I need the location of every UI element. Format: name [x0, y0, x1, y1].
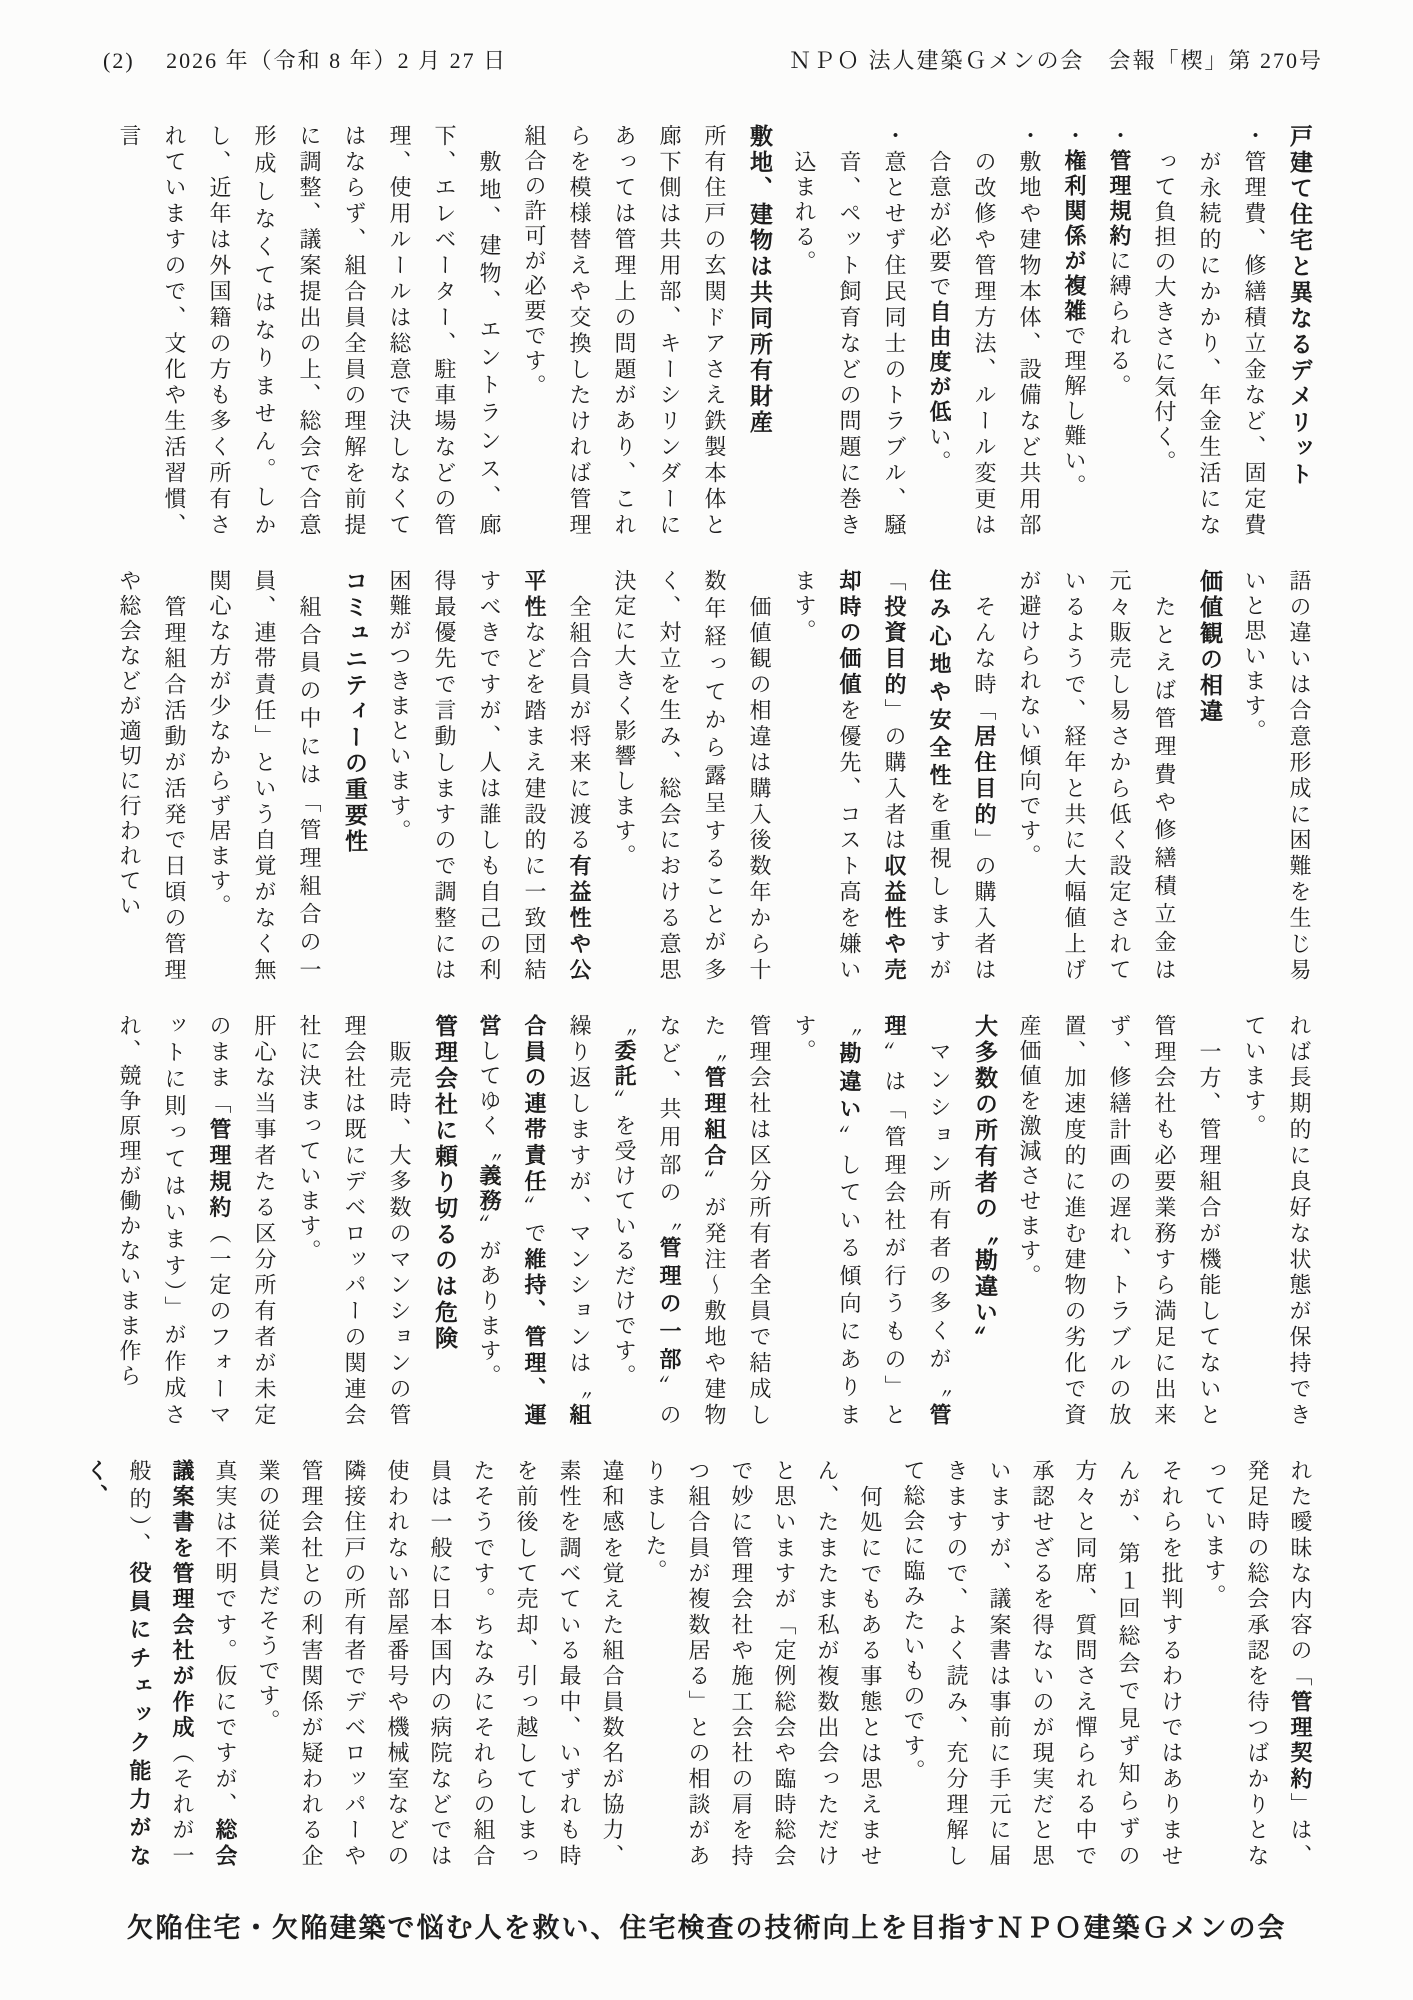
text-segment: 勘違い	[837, 1041, 862, 1126]
paragraph	[107, 1014, 287, 1428]
text-segment: 〟は「管理会社が行うもの」と〝	[837, 1014, 907, 1429]
text-segment: で理解し難い。	[1062, 324, 1087, 499]
paragraph	[1097, 124, 1142, 538]
text-segment: 組合員の連帯責任	[522, 1014, 592, 1428]
page-footer	[0, 1906, 1413, 1945]
text-segment: などを踏まえ建設的に一致団結すべきですが、人は誰しも自己の利得最優先で言動しますので調整には困難がつきまといます。	[387, 569, 547, 984]
text-segment: 〟の〝	[612, 1014, 682, 1429]
text-segment: （一定のフォーマットに則ってはいます）」が作成され、競争原理が働かないまま作ら	[117, 1014, 232, 1429]
footer-slogan: 欠陥住宅・欠陥建築で悩む人を救い、住宅検査の技術向上を目指すＮＰＯ建築Ｇメンの会	[126, 1913, 1287, 1943]
paragraph	[377, 569, 602, 983]
paragraph	[892, 1459, 1193, 1869]
text-segment: 有益性や公平性	[522, 569, 592, 984]
text-segment: 敷地、建物、エントランス、廊下、エレベーター、駐車場などの管理、使用ルールは総意で決しなくてはならず、組合員全員の理解を前提に調整、議案提出の上、総会で合意形成しなくてはなりません。しかし、近年は外国籍の方も多く所有されていますので、文化や生活習慣、言	[117, 124, 502, 538]
text-segment: ・管理費、修繕積立金など、固定費が永続的にかかり、年金生活になって負担の大きさに気付く。	[1152, 124, 1267, 538]
text-segment: 〟で	[522, 1195, 547, 1248]
text-segment: 敷地、建物は共同所有財産	[747, 124, 772, 436]
newsletter-title: ＮＰＯ 法人建築Ｇメンの会 会報「楔」第 270号	[788, 48, 1323, 73]
section-heading	[332, 569, 377, 983]
text-segment: を優先、コスト高を嫌います。	[792, 569, 862, 984]
text-segment: 」の購入者は	[882, 698, 907, 855]
text-segment: 委託	[612, 1039, 637, 1089]
section-heading	[1187, 569, 1232, 983]
paragraph	[602, 569, 782, 983]
paragraph	[1007, 1014, 1232, 1428]
text-segment: 総会議案書を管理会社が作成	[170, 1459, 238, 1870]
paragraph	[782, 124, 917, 538]
text-segment: ・意とせず住民同士のトラブル、騒音、ペット飼育などの問題に巻き込まれる。	[792, 124, 907, 538]
text-segment: 全組合員が将来に渡る	[567, 595, 592, 855]
paragraph	[1232, 1014, 1322, 1428]
text-segment: 管理組合	[702, 1065, 727, 1170]
paragraph	[1007, 569, 1187, 983]
text-segment: 繰り返しますが、マンションは〝	[567, 1014, 592, 1403]
text-segment: 管理契約	[1288, 1690, 1313, 1793]
paragraph	[782, 569, 1007, 983]
text-segment: 住み心地や安全性	[927, 569, 952, 792]
text-segment: 」の購入者は	[972, 828, 997, 984]
text-segment: 所有住戸の玄関ドアさえ鉄製本体と廊下側は共用部、キーシリンダーにあっては管理上の問題があり、これらを模様替えや交換したければ管理組合の許可が必要です。	[522, 124, 727, 538]
paragraph	[602, 1014, 782, 1428]
text-segment: れば長期的に良好な状態が保持できています。	[1242, 1014, 1312, 1428]
text-segment: たとえば管理費や修繕積立金は元々販売し易さから低く設定されているようで、経年と共に大幅値上げが避けられない傾向です。	[1017, 569, 1177, 983]
text-segment: 管理会社は区分所有者全員で結成した〝	[702, 1014, 772, 1428]
text-segment: 一方、管理組合が機能してないと管理会社も必要業務すら満足に出来ず、修繕計画の遅れ、トラブルの放置、加速度的に進む建物の劣化で資産価値を激減させます。	[1017, 1014, 1222, 1428]
text-segment: それらを批判するわけではありませんが、第１回総会で見ず知らずの方々と同席、質問さえ憚られる中で承認せざるを得ないのが現実だと思いますが、議案書は事前に手元に届きますので、よく読み、充分理解して総会に臨みたいものです。	[901, 1459, 1184, 1869]
text-segment: 自由度が低	[927, 300, 952, 425]
paragraph	[512, 124, 737, 538]
text-segment: 〟があります。	[477, 1214, 502, 1389]
text-band-4	[84, 1459, 1322, 1870]
text-segment: 管理規約	[1107, 149, 1132, 249]
text-segment: い。	[927, 425, 952, 475]
paragraph	[107, 569, 197, 983]
text-segment: 語の違いは合意形成に困難を生じ易いと思います。	[1242, 569, 1312, 983]
text-segment: してゆく〝	[477, 1039, 502, 1164]
text-segment: 」は、発足時の総会承認を待つばかりとなっています。	[1202, 1459, 1313, 1870]
text-segment: 管理規約	[207, 1117, 232, 1222]
text-segment: 維持、管理、運営	[477, 1014, 547, 1429]
text-segment: 〟を受けているだけです。	[612, 1089, 637, 1389]
text-segment: 管理組合活動が活発で日頃の管理や総会などが適切に行われてい	[117, 569, 187, 983]
text-segment: 管理会社に頼り切るのは危険	[432, 1014, 457, 1352]
text-segment: 何処にでもある事態とは思えません、たまたま私が複数出会っただけと思いますが「定例総会や臨時総会で妙に管理会社や施工会社の肩を持つ組合員が複数居る」との相談がありました。	[643, 1459, 883, 1869]
text-segment: 居住目的	[972, 724, 997, 829]
paragraph	[247, 1459, 634, 1869]
text-segment: そんな時「	[972, 595, 997, 725]
paragraph	[1232, 569, 1322, 983]
text-segment: 価値観の相違は購入後数年から十数年経ってから露呈することが多く、対立を生み、総会における意思決定に大きく影響します。	[612, 569, 772, 983]
section-heading	[737, 124, 782, 538]
text-segment: れた曖昧な内容の「	[1288, 1459, 1313, 1690]
text-segment: 管理の一部	[657, 1236, 682, 1376]
paragraph	[467, 1014, 602, 1428]
paragraph	[782, 1014, 962, 1428]
text-segment: ・	[1107, 124, 1132, 149]
paragraph	[1142, 124, 1277, 538]
paragraph	[197, 569, 332, 983]
text-segment: （それが一般的）、	[127, 1459, 195, 1870]
paragraph	[1193, 1459, 1322, 1869]
text-segment: マンション所有者の多くが〝	[927, 1040, 952, 1403]
text-segment: 〟が発注～敷地や建物など、共用部の〝	[657, 1014, 727, 1429]
paragraph	[287, 1014, 422, 1428]
text-segment: に縛られる。	[1107, 249, 1132, 399]
text-segment: 義務	[477, 1164, 502, 1214]
text-segment: 収益性や売却時の価値	[837, 569, 907, 984]
text-segment: 投資目的	[882, 594, 907, 699]
text-segment: ・敷地や建物本体、設備など共用部の改修や管理方法、ルール変更は合意が必要で	[927, 124, 1042, 538]
paragraph	[1052, 124, 1097, 538]
section-heading	[962, 1014, 1007, 1428]
text-segment: 販売時、大多数のマンションの管理会社は既にデベロッパーの関連会社に決まっています。	[297, 1014, 412, 1428]
text-segment: 役員にチェック能力がなく、	[84, 1459, 152, 1870]
text-segment: 真実は不明です。仮にですが、	[213, 1459, 238, 1819]
text-segment: 戸建て住宅と異なるデメリット	[1287, 124, 1312, 488]
text-band-2	[100, 569, 1322, 983]
paragraph	[75, 1459, 247, 1869]
text-segment: 価値観の相違	[1197, 569, 1222, 725]
page-number-date: (2) 2026 年（令和 8 年）2 月 27 日	[103, 48, 508, 73]
text-segment: ・	[1062, 124, 1087, 149]
paragraph	[634, 1459, 892, 1869]
paragraph	[107, 124, 512, 538]
page-header	[103, 44, 1323, 75]
article	[84, 124, 1322, 1900]
text-segment: 組合員の中には「管理組合の一員、連帯責任」という自覚がなく無関心な方が少なからず居ます。	[207, 569, 322, 983]
text-segment: 管理	[882, 1014, 952, 1428]
text-band-1	[100, 124, 1322, 538]
text-segment: 違和感を覚えた組合員数名が協力、素性を調べている最中、いずれも時を前後して売却、引っ越してしまったそうです。ちなみにそれらの組合員は一般に日本国内の病院などでは使われない部屋番号や機械室などの隣接住戸の所有者でデベロッパーや管理会社との利害関係が疑われる企業の従業員だそうです。	[256, 1459, 625, 1869]
text-segment: を重視しますが「	[882, 569, 952, 984]
text-segment: 肝心な当事者たる区分所有者が未定のまま「	[207, 1014, 277, 1428]
text-segment: 〟している傾向にあります。	[792, 1014, 862, 1429]
paragraph	[917, 124, 1052, 538]
text-segment: 大多数の所有者の〝勘違い〟	[972, 1014, 997, 1352]
text-segment: コミュニティーの重要性	[342, 569, 367, 855]
section-heading	[1277, 124, 1322, 538]
text-band-3	[100, 1014, 1322, 1428]
section-heading	[422, 1014, 467, 1428]
text-segment: 権利関係が複雑	[1062, 149, 1087, 324]
